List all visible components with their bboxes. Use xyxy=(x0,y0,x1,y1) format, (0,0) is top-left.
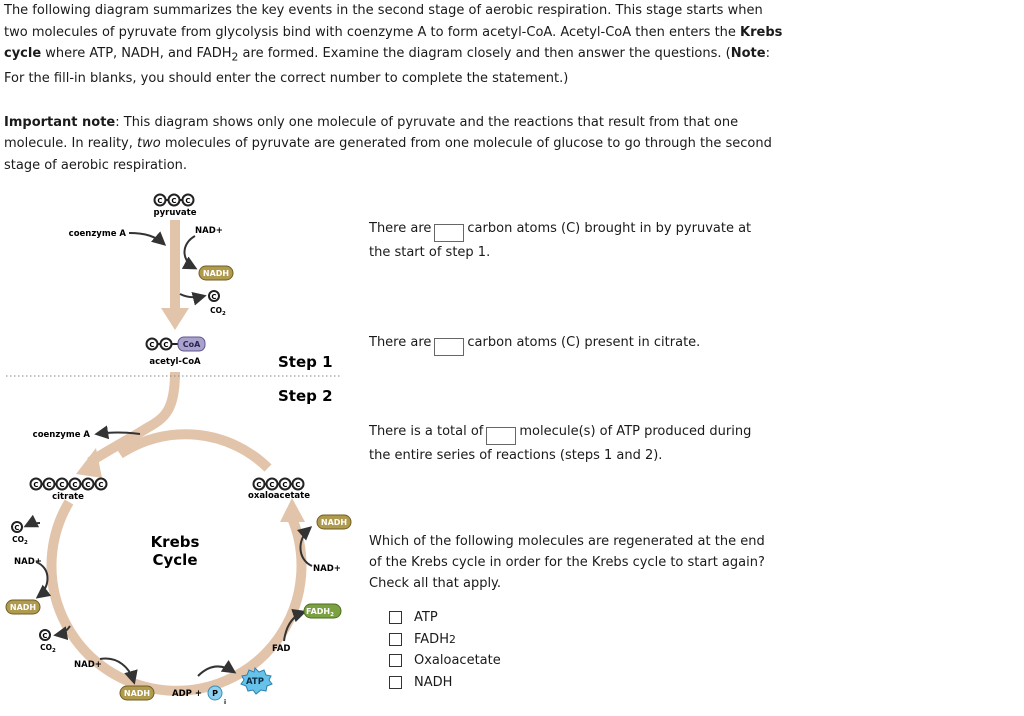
svg-text:ATP: ATP xyxy=(246,677,264,687)
oxaloacetate-molecule xyxy=(254,479,304,490)
svg-text:NADH: NADH xyxy=(9,603,37,612)
nadh-badge xyxy=(317,515,351,529)
svg-text:C: C xyxy=(59,481,65,489)
acetyl-coa-label: acetyl-CoA xyxy=(149,357,201,367)
question-text: There is a total of xyxy=(369,424,484,439)
option-label: Oxaloacetate xyxy=(414,653,501,669)
krebs-cycle-diagram xyxy=(0,185,360,716)
co2-molecule xyxy=(40,630,50,640)
citrate-label: citrate xyxy=(52,492,84,502)
question-text: There are xyxy=(369,221,432,236)
question-text: carbon atoms (C) present in citrate. xyxy=(467,335,701,350)
important-note-paragraph xyxy=(4,112,784,177)
option-label: ATP xyxy=(414,610,438,626)
fad-label: FAD xyxy=(272,644,291,654)
intro-text-span: are formed. Examine the diagram closely and then answer the questions. ( xyxy=(238,46,731,61)
svg-text:C: C xyxy=(46,481,52,489)
svg-text:C: C xyxy=(171,197,177,205)
question-4 xyxy=(369,531,769,594)
nadh-badge xyxy=(199,266,233,280)
nad-plus-label: NAD+ xyxy=(14,557,42,567)
option-label: FADH xyxy=(414,631,449,647)
oxaloacetate-label: oxaloacetate xyxy=(248,491,310,501)
svg-text:NADH: NADH xyxy=(202,269,230,278)
svg-text:C: C xyxy=(14,524,20,532)
option-label: NADH xyxy=(414,674,453,690)
svg-text:C: C xyxy=(256,481,262,489)
step2-label: Step 2 xyxy=(278,387,333,405)
svg-text:C: C xyxy=(33,481,39,489)
intro-paragraph xyxy=(4,0,784,90)
co2-molecule xyxy=(12,522,22,532)
note-bold: Note xyxy=(730,46,766,61)
q2-answer-input[interactable] xyxy=(434,338,464,356)
coenzyme-a-release-arrow xyxy=(97,433,140,435)
co2-label: $CO_2$ xyxy=(12,535,28,546)
svg-text:C: C xyxy=(85,481,91,489)
subscript: 2 xyxy=(231,50,239,64)
co2-label: $CO_2$ xyxy=(40,643,56,654)
nad-to-nadh-arrow xyxy=(184,236,195,268)
checkbox[interactable] xyxy=(389,676,402,689)
nad-plus-label: NAD+ xyxy=(313,564,341,574)
nad-plus-label: NAD+ xyxy=(74,660,102,670)
question-text: carbon atoms (C) brought in by pyruvate at the start of step 1. xyxy=(369,221,752,260)
phosphate-icon xyxy=(208,686,226,706)
question-text: molecule(s) of ATP produced during the entire series of reactions (steps 1 and 2). xyxy=(369,424,752,463)
citrate-molecule xyxy=(31,479,107,490)
question-text: There are xyxy=(369,335,432,350)
svg-text:FADH2: $FADH_2$ xyxy=(306,607,334,618)
co2-release-arrow xyxy=(26,523,40,526)
main-flow-arrows xyxy=(51,220,305,691)
coenzyme-a-label: coenzyme A xyxy=(68,229,126,239)
krebs-cycle-bold: Krebs cycle xyxy=(4,24,783,61)
subscript: 2 xyxy=(448,632,456,646)
option-fadh2[interactable] xyxy=(389,629,501,651)
svg-text:CoA: CoA xyxy=(182,340,201,349)
pyruvate-label: pyruvate xyxy=(153,208,197,218)
intro-text-span: where ATP, NADH, and FADH xyxy=(41,46,232,61)
intro-text-span: : This diagram shows only one molecule of pyruvate and the reactions that result from that one molecule. In reality, xyxy=(4,114,739,152)
svg-text:C: C xyxy=(295,481,301,489)
svg-text:NADH: NADH xyxy=(123,689,151,698)
svg-text:i: i xyxy=(224,699,227,706)
two-italic: two xyxy=(137,136,161,152)
step1-label: Step 1 xyxy=(278,353,333,371)
nadh-badge xyxy=(6,600,40,614)
svg-text:NADH: NADH xyxy=(320,518,348,527)
fadh2-badge xyxy=(304,604,341,618)
option-atp[interactable] xyxy=(389,607,501,629)
svg-text:C: C xyxy=(211,293,217,301)
option-nadh[interactable] xyxy=(389,672,501,694)
intro-text-span: molecules of pyruvate are generated from one molecule of glucose to go through the second stage of aerobic respiration. xyxy=(4,136,772,173)
question-text: Which of the following molecules are regenerated at the end of the Krebs cycle in order for the Krebs cycle to start again? Check all that apply. xyxy=(369,534,765,591)
important-note-bold: Important note xyxy=(4,114,116,130)
nadh-badge xyxy=(120,686,154,700)
nad-plus-label: NAD+ xyxy=(195,226,223,236)
checkbox[interactable] xyxy=(389,611,402,624)
question-1 xyxy=(369,218,769,263)
question-2 xyxy=(369,332,769,356)
cycle-arrow-head xyxy=(280,498,305,522)
svg-text:C: C xyxy=(185,197,191,205)
checkbox[interactable] xyxy=(389,633,402,646)
svg-text:C: C xyxy=(282,481,288,489)
svg-text:C: C xyxy=(42,632,48,640)
co2-release-arrow xyxy=(180,294,204,297)
intro-text xyxy=(4,0,784,176)
svg-text:C: C xyxy=(98,481,104,489)
cycle-top-arc xyxy=(120,434,268,468)
nad-to-nadh-arrow xyxy=(36,562,48,597)
intro-text-span: The following diagram summarizes the key events in the second stage of aerobic respiration. This stage starts when two molecules of pyruvate from glycolysis bind with coenzyme A to form acetyl-CoA. Acetyl-CoA then enters the xyxy=(4,3,763,40)
pyruvate-molecule xyxy=(155,195,194,206)
acetyl-coa-molecule xyxy=(147,337,206,351)
coenzyme-a-arrow xyxy=(129,233,164,244)
co2-label: $CO_2$ xyxy=(210,306,226,317)
q4-options xyxy=(389,607,501,693)
adp-label: ADP + xyxy=(172,689,202,699)
step1-arrow-head xyxy=(161,308,189,330)
krebs-cycle-label: Cycle xyxy=(152,551,198,569)
intro-text-span: : For the fill-in blanks, you should enter the correct number to complete the statement.) xyxy=(4,46,770,87)
svg-text:C: C xyxy=(72,481,78,489)
krebs-cycle-label: Krebs xyxy=(150,533,200,551)
svg-text:P: P xyxy=(212,689,218,698)
option-oxaloacetate[interactable] xyxy=(389,650,501,672)
q1-answer-input[interactable] xyxy=(434,224,464,242)
question-3 xyxy=(369,421,769,466)
svg-text:C: C xyxy=(163,341,169,349)
co2-molecule xyxy=(209,291,219,301)
svg-text:C: C xyxy=(149,341,155,349)
coenzyme-a-release-label: coenzyme A xyxy=(32,430,90,440)
svg-text:C: C xyxy=(269,481,275,489)
q3-answer-input[interactable] xyxy=(486,427,516,445)
checkbox[interactable] xyxy=(389,654,402,667)
svg-text:C: C xyxy=(157,197,163,205)
